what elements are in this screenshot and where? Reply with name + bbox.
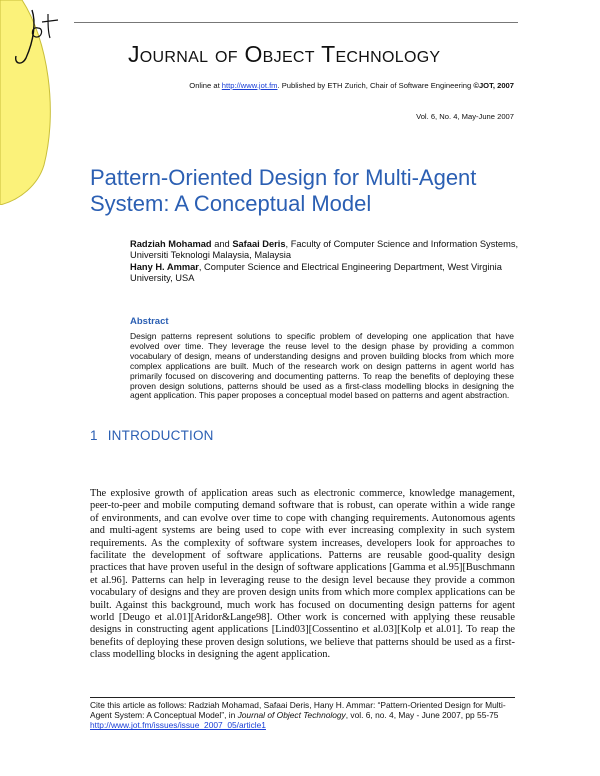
paper-title: Pattern-Oriented Design for Multi-Agent System: A Conceptual Model: [90, 165, 477, 216]
author-affiliation: , Computer Science and Electrical Engineering Department, West Virginia University, USA: [130, 261, 502, 284]
author-affiliation: , Faculty of Computer Science and Information Systems, Universiti Teknologi Malaysia, Malaysia: [130, 239, 519, 261]
publisher-text: . Published by ETH Zurich, Chair of Software Engineering: [277, 81, 474, 90]
copyright-text: ©JOT, 2007: [473, 81, 514, 90]
footer-rule: [90, 697, 515, 698]
article-link[interactable]: http://www.jot.fm/issues/issue_2007_05/article1: [90, 720, 266, 731]
author-name: Safaai Deris: [232, 239, 286, 249]
author-name: Radziah Mohamad: [130, 239, 212, 249]
citation-footer: [90, 700, 518, 731]
author-conjunction: and: [211, 239, 233, 249]
journal-title: Journal of Object Technology: [128, 41, 441, 67]
publication-info: [150, 81, 514, 90]
section-title: INTRODUCTION: [107, 428, 214, 443]
section-number: 1: [90, 428, 98, 443]
author-block: [130, 239, 520, 285]
volume-info: Vol. 6, No. 4, May-June 2007: [416, 112, 514, 121]
header-rule: [74, 22, 518, 23]
jot-logo-icon: [8, 6, 80, 66]
abstract-text: Design patterns represent solutions to specific problem of developing one application that have evolved over time. They leverage the reuse level to the design phase by providing a common vocabulary of design, means of understanding designs and proven building blocks from which more complex applications are built. Much of the research work on design patterns in agent world has primarily focused on discovering and documenting patterns. To reap the benefits of deploying these proven design solutions, patterns should be used as a first-class modelling blocks in designing the agent application. This paper proposes a conceptual model based on patterns and agent abstraction.: [130, 331, 514, 401]
introduction-paragraph: The explosive growth of application areas such as electronic commerce, knowledge management, peer-to-peer and mobile computing demand software that is robust, can operate within a wide range of environments, and can evolve over time to cope with changing requirements. Autonomous agents and multi-agent systems are being used to cope with ever increasing complexity in such system requirements. As the complexity of software system increases, developers look for approaches to facilitate the development of software applications. Patterns are reusable good-quality design practices that have proven useful in the design of software applications [Gamma et al.95][Buschmann et al.96]. Patterns can help in leveraging reuse to the design level because they provide a common vocabulary of designs and they are proven design units from which more complex applications can be built. Against this background, much work has focused on documenting design patterns for agent world [Deugo et al.01][Aridor&Lange98]. Other work is concerned with applying these reusable designs in constructing agent applications [Lind03][Cossentino et al.03][Kolp et al.01]. To reap the benefits of deploying these proven design solutions, we believe that patterns should be used as a first-class modelling blocks in designing the agent application.: [90, 488, 515, 661]
author-name: Hany H. Ammar: [130, 261, 199, 272]
jot-website-link[interactable]: http://www.jot.fm: [221, 81, 278, 90]
citation-journal: Journal of Object Technology: [237, 710, 346, 721]
online-prefix: Online at: [189, 81, 222, 90]
section-heading: [90, 428, 214, 443]
citation-prefix: Cite this article as follows: Radziah Mohamad, Safaai Deris, Hany H. Ammar: “Pattern-Oriented Design for Multi-Agent System: A Conceptual Model”, in: [90, 700, 506, 721]
abstract-heading: Abstract: [130, 316, 169, 327]
citation-suffix: , vol. 6, no. 4, May - June 2007, pp 55-75: [345, 710, 499, 721]
